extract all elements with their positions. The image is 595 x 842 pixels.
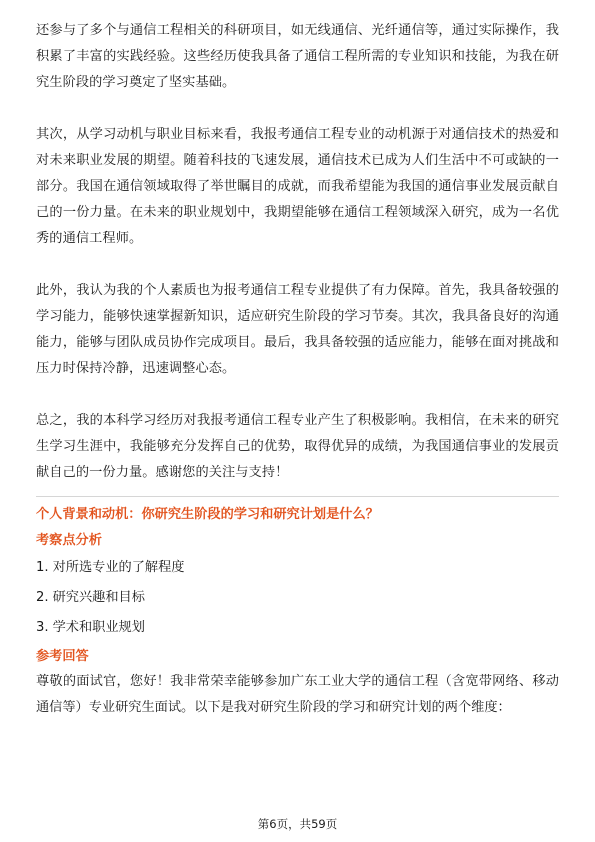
list-text: 对所选专业的了解程度 [52, 560, 185, 575]
body-paragraph-1: 还参与了多个与通信工程相关的科研项目，如无线通信、光纤通信等，通过实际操作，我积累了丰富的实践经验。这些经历使我具备了通信工程所需的专业知识和技能，为我在研究生阶段的学习奠定了坚实基础。 [36, 23, 559, 90]
answer-heading: 参考回答 [36, 649, 89, 664]
list-number: 3. [36, 620, 49, 635]
interview-question: 个人背景和动机：你研究生阶段的学习和研究计划是什么？ [36, 507, 379, 522]
answer-paragraph: 尊敬的面试官，您好！我非常荣幸能够参加广东工业大学的通信工程（含宽带网络、移动通信等）专业研究生面试。以下是我对研究生阶段的学习和研究计划的两个维度： [36, 674, 559, 715]
body-paragraph-3: 此外，我认为我的个人素质也为报考通信工程专业提供了有力保障。首先，我具备较强的学习能力，能够快速掌握新知识，适应研究生阶段的学习节奏。其次，我具备良好的沟通能力，能够与团队成员协作完成项目。最后，我具备较强的适应能力，能够在面对挑战和压力时保持冷静，迅速调整心态。 [36, 283, 559, 376]
analysis-item [36, 553, 559, 583]
analysis-item [36, 583, 559, 613]
list-text: 学术和职业规划 [52, 620, 145, 635]
list-text: 研究兴趣和目标 [52, 590, 145, 605]
analysis-item [36, 613, 559, 643]
page-footer: 第6页，共59页 [257, 817, 338, 831]
list-number: 2. [36, 590, 49, 605]
analysis-heading: 考察点分析 [36, 533, 102, 548]
list-number: 1. [36, 560, 49, 575]
section-divider [36, 496, 559, 497]
body-paragraph-2: 其次，从学习动机与职业目标来看，我报考通信工程专业的动机源于对通信技术的热爱和对未来职业发展的期望。随着科技的飞速发展，通信技术已成为人们生活中不可或缺的一部分。我国在通信领域取得了举世瞩目的成就，而我希望能为我国的通信事业发展贡献自己的一份力量。在未来的职业规划中，我期望能够在通信工程领域深入研究，成为一名优秀的通信工程师。 [36, 127, 559, 246]
body-paragraph-4: 总之，我的本科学习经历对我报考通信工程专业产生了积极影响。我相信，在未来的研究生学习生涯中，我能够充分发挥自己的优势，取得优异的成绩，为我国通信事业的发展贡献自己的一份力量。感谢您的关注与支持！ [36, 413, 559, 480]
